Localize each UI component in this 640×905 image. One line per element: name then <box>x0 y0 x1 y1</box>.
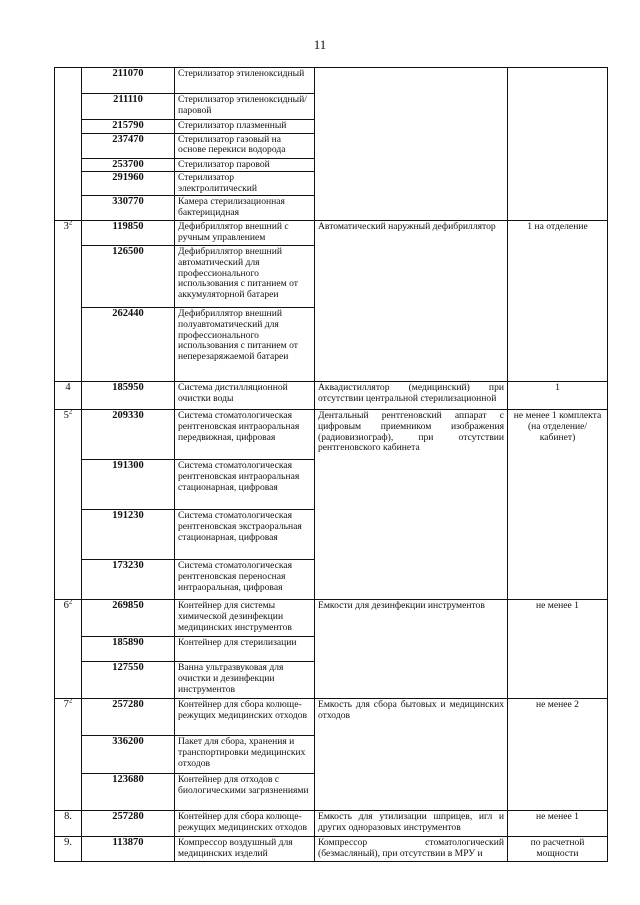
device-name: Система стоматологическая рентгеновская экстраоральная стационарная, цифровая <box>175 510 315 560</box>
device-name: Система стоматологическая рентгеновская интраоральная передвижная, цифровая <box>175 410 315 460</box>
nomenclature-code: 119850 <box>82 221 175 246</box>
device-name: Система стоматологическая рентгеновская переносная интраоральная, цифровая <box>175 560 315 600</box>
row-number-text: 8. <box>64 811 72 823</box>
equipment-requirement: Емкости для дезинфекции инструментов <box>315 600 508 699</box>
device-name: Дефибриллятор внешний полуавтоматический для профессионального использования с питанием от неперезаряжаемой батареи <box>175 308 315 382</box>
equipment-requirement: Автоматический наружный дефибриллятор <box>315 221 508 382</box>
nomenclature-code: 113870 <box>82 837 175 861</box>
nomenclature-code: 269850 <box>82 600 175 637</box>
row-number <box>55 68 82 221</box>
row-number <box>55 699 82 811</box>
nomenclature-code: 211110 <box>82 94 175 120</box>
required-quantity <box>508 68 608 221</box>
row-number-text: 4 <box>65 382 71 394</box>
row-number <box>55 837 82 861</box>
required-quantity: не менее 2 <box>508 699 608 811</box>
row-number-text: 5 <box>63 410 69 422</box>
device-name: Контейнер для стерилизации <box>175 637 315 662</box>
row-number <box>55 600 82 699</box>
equipment-requirement: Компрессор стоматологический (безмасляный), при отсутствии в МРУ и <box>315 837 508 861</box>
nomenclature-code: 185890 <box>82 637 175 662</box>
nomenclature-code: 336200 <box>82 736 175 774</box>
table-row <box>55 221 608 246</box>
device-name: Контейнер для отходов с биологическими загрязнениями <box>175 774 315 811</box>
nomenclature-code: 330770 <box>82 196 175 221</box>
row-number <box>55 221 82 382</box>
table-row <box>55 811 608 837</box>
device-name: Ванна ультразвуковая для очистки и дезинфекции инструментов <box>175 662 315 699</box>
table-row <box>55 699 608 736</box>
equipment-requirement: Емкость для сбора бытовых и медицинских отходов <box>315 699 508 811</box>
required-quantity: не менее 1 <box>508 600 608 699</box>
equipment-requirement: Емкость для утилизации шприцев, игл и других одноразовых инструментов <box>315 811 508 837</box>
nomenclature-code: 262440 <box>82 308 175 382</box>
required-quantity: не менее 1 комплекта (на отделение/кабинет) <box>508 410 608 600</box>
device-name: Стерилизатор плазменный <box>175 120 315 134</box>
nomenclature-code: 185950 <box>82 382 175 410</box>
nomenclature-code: 209330 <box>82 410 175 460</box>
equipment-requirement: Дентальный рентгеновский аппарат с цифровым приемником изображения (радиовизиограф), при отсутствии рентгеновского кабинета <box>315 410 508 600</box>
equipment-table <box>54 67 608 862</box>
footnote-marker: 2 <box>68 220 73 227</box>
device-name: Камера стерилизационная бактерицидная <box>175 196 315 221</box>
equipment-requirement: Аквадистиллятор (медицинский) при отсутствии центральной стерилизационной <box>315 382 508 410</box>
nomenclature-code: 257280 <box>82 811 175 837</box>
row-number <box>55 811 82 837</box>
row-number-text: 9. <box>64 837 72 849</box>
footnote-marker: 2 <box>68 409 73 416</box>
nomenclature-code: 173230 <box>82 560 175 600</box>
nomenclature-code: 127550 <box>82 662 175 699</box>
row-number <box>55 410 82 600</box>
nomenclature-code: 126500 <box>82 246 175 308</box>
device-name: Компрессор воздушный для медицинских изделий <box>175 837 315 861</box>
required-quantity: не менее 1 <box>508 811 608 837</box>
required-quantity: 1 <box>508 382 608 410</box>
device-name: Стерилизатор электролитический <box>175 172 315 196</box>
table-row <box>55 410 608 460</box>
device-name: Контейнер для системы химической дезинфекции медицинских инструментов <box>175 600 315 637</box>
nomenclature-code: 257280 <box>82 699 175 736</box>
required-quantity: по расчетной мощности <box>508 837 608 861</box>
nomenclature-code: 191300 <box>82 460 175 510</box>
device-name: Контейнер для сбора колюще-режущих медицинских отходов <box>175 811 315 837</box>
device-name: Стерилизатор этиленоксидный <box>175 68 315 94</box>
row-number-text: 3 <box>63 221 69 233</box>
footnote-marker: 2 <box>68 599 73 606</box>
device-name: Стерилизатор этиленоксидный/паровой <box>175 94 315 120</box>
nomenclature-code: 211070 <box>82 68 175 94</box>
nomenclature-code: 291960 <box>82 172 175 196</box>
nomenclature-code: 123680 <box>82 774 175 811</box>
table-row <box>55 600 608 637</box>
device-name: Стерилизатор паровой <box>175 158 315 172</box>
table-row <box>55 837 608 861</box>
nomenclature-code: 215790 <box>82 120 175 134</box>
page-number: 11 <box>313 37 327 52</box>
device-name: Стерилизатор газовый на основе перекиси водорода <box>175 133 315 158</box>
footnote-marker: 2 <box>68 698 73 705</box>
nomenclature-code: 253700 <box>82 158 175 172</box>
row-number-text: 7 <box>63 699 69 711</box>
equipment-requirement <box>315 68 508 221</box>
row-number <box>55 382 82 410</box>
required-quantity: 1 на отделение <box>508 221 608 382</box>
table-row <box>55 68 608 94</box>
device-name: Дефибриллятор внешний автоматический для профессионального использования с питанием от аккумуляторной батареи <box>175 246 315 308</box>
row-number-text: 6 <box>63 600 69 612</box>
device-name: Система стоматологическая рентгеновская интраоральная стационарная, цифровая <box>175 460 315 510</box>
device-name: Контейнер для сбора колюще-режущих медицинских отходов <box>175 699 315 736</box>
nomenclature-code: 237470 <box>82 133 175 158</box>
device-name: Дефибриллятор внешний с ручным управлением <box>175 221 315 246</box>
device-name: Система дистилляционной очистки воды <box>175 382 315 410</box>
nomenclature-code: 191230 <box>82 510 175 560</box>
table-row <box>55 382 608 410</box>
device-name: Пакет для сбора, хранения и транспортировки медицинских отходов <box>175 736 315 774</box>
